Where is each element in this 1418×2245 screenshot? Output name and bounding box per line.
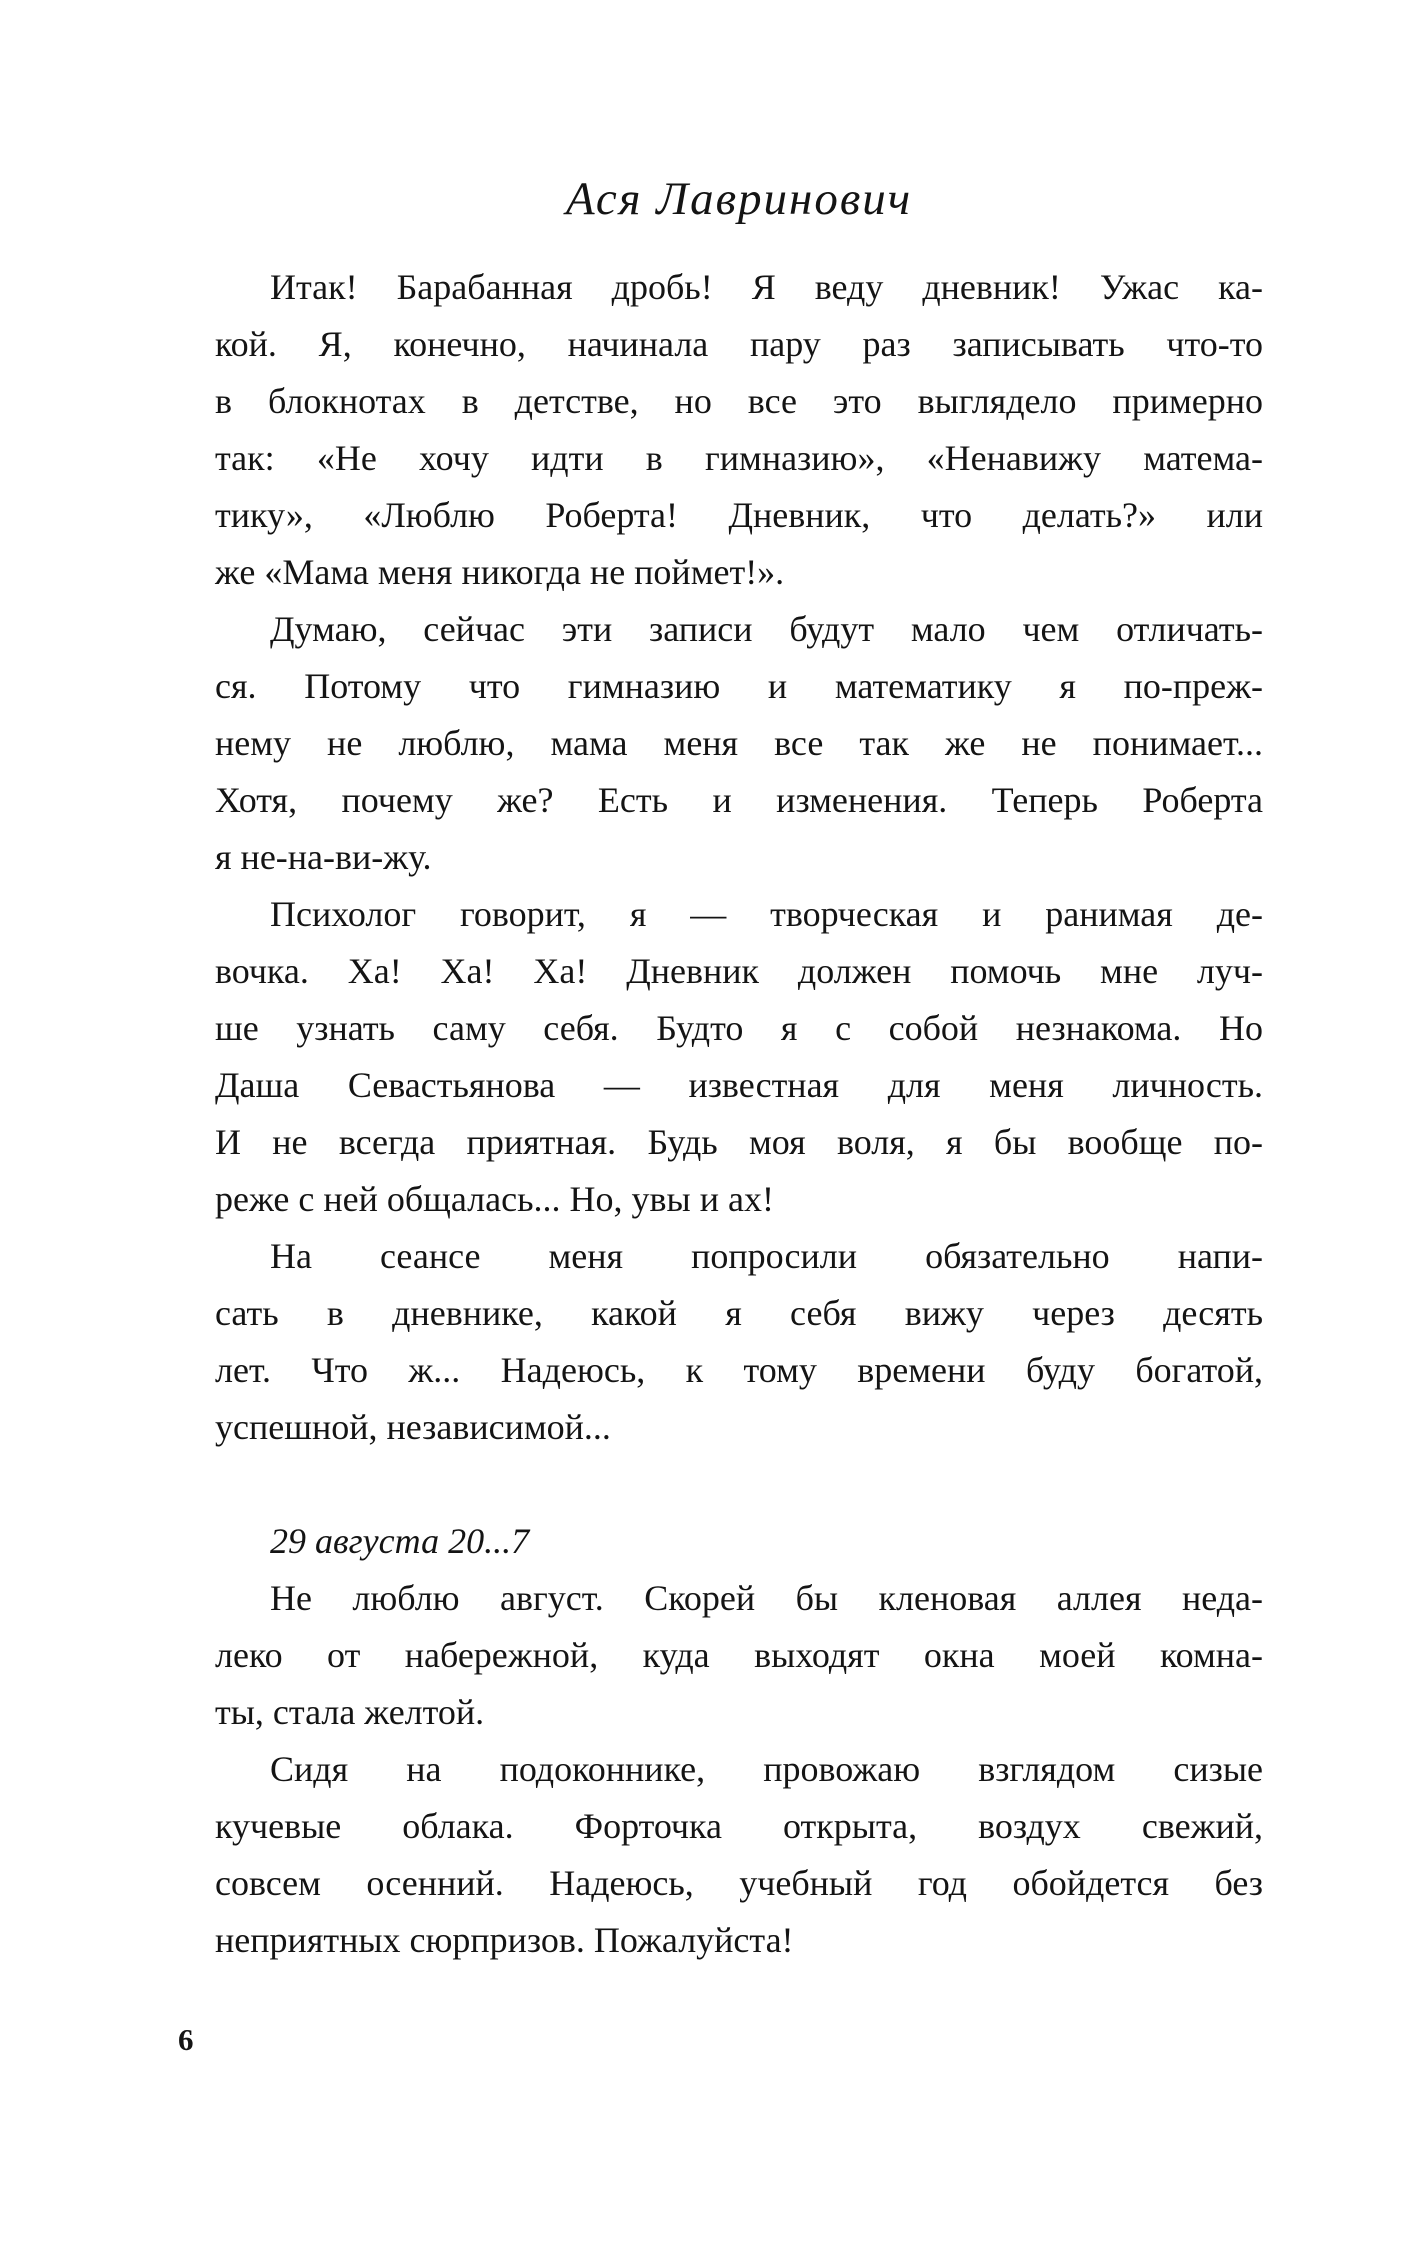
running-header-author: Ася Лавринович	[565, 173, 913, 225]
paragraph	[215, 1570, 1263, 1741]
text-line: в блокнотах в детстве, но все это выглядело примерно	[215, 381, 1263, 421]
text-line: лет. Что ж... Надеюсь, к тому времени буду богатой,	[215, 1350, 1263, 1390]
text-line: 29 августа 20...7	[270, 1521, 530, 1561]
text-line: Даша Севастьянова — известная для меня личность.	[215, 1065, 1263, 1105]
paragraph	[215, 1228, 1263, 1456]
text-line: ся. Потому что гимназию и математику я по-преж-	[215, 666, 1263, 706]
text-line: леко от набережной, куда выходят окна моей комна-	[215, 1635, 1263, 1675]
text-line: И не всегда приятная. Будь моя воля, я бы вообще по-	[215, 1122, 1263, 1162]
text-line: кучевые облака. Форточка открыта, воздух свежий,	[215, 1806, 1263, 1846]
text-line: совсем осенний. Надеюсь, учебный год обойдется без	[215, 1863, 1263, 1903]
text-line: Сидя на подоконнике, провожаю взглядом сизые	[270, 1749, 1263, 1789]
text-line: успешной, независимой...	[215, 1407, 611, 1447]
text-line: Психолог говорит, я — творческая и ранимая де-	[270, 894, 1263, 934]
text-line: я не-на-ви-жу.	[215, 837, 432, 877]
text-line: сать в дневнике, какой я себя вижу через десять	[215, 1293, 1263, 1333]
text-line: Не люблю август. Скорей бы кленовая аллея неда-	[270, 1578, 1263, 1618]
text-line: Думаю, сейчас эти записи будут мало чем отличать-	[270, 609, 1263, 649]
text-line: же «Мама меня никогда не поймет!».	[215, 552, 785, 592]
diary-date-heading	[215, 1513, 1263, 1570]
text-line: так: «Не хочу идти в гимназию», «Ненавижу матема-	[215, 438, 1263, 478]
paragraph	[215, 1741, 1263, 1969]
text-line: ты, стала желтой.	[215, 1692, 485, 1732]
text-line: нему не люблю, мама меня все так же не понимает...	[215, 723, 1263, 763]
text-line: неприятных сюрпризов. Пожалуйста!	[215, 1920, 794, 1960]
paragraph	[215, 259, 1263, 601]
text-line: реже с ней общалась... Но, увы и ах!	[215, 1179, 774, 1219]
text-line: Хотя, почему же? Есть и изменения. Теперь Роберта	[215, 780, 1263, 820]
text-line: вочка. Ха! Ха! Ха! Дневник должен помочь мне луч-	[215, 951, 1263, 991]
text-line: кой. Я, конечно, начинала пару раз записывать что-то	[215, 324, 1263, 364]
text-line: ше узнать саму себя. Будто я с собой незнакома. Но	[215, 1008, 1263, 1048]
text-line: Итак! Барабанная дробь! Я веду дневник! Ужас ка-	[270, 267, 1263, 307]
text-line: На сеансе меня попросили обязательно напи-	[270, 1236, 1263, 1276]
page-body-text	[215, 259, 1263, 1969]
paragraph	[215, 601, 1263, 886]
paragraph	[215, 886, 1263, 1228]
text-line: тику», «Люблю Роберта! Дневник, что делать?» или	[215, 495, 1263, 535]
page-number: 6	[178, 2022, 194, 2057]
